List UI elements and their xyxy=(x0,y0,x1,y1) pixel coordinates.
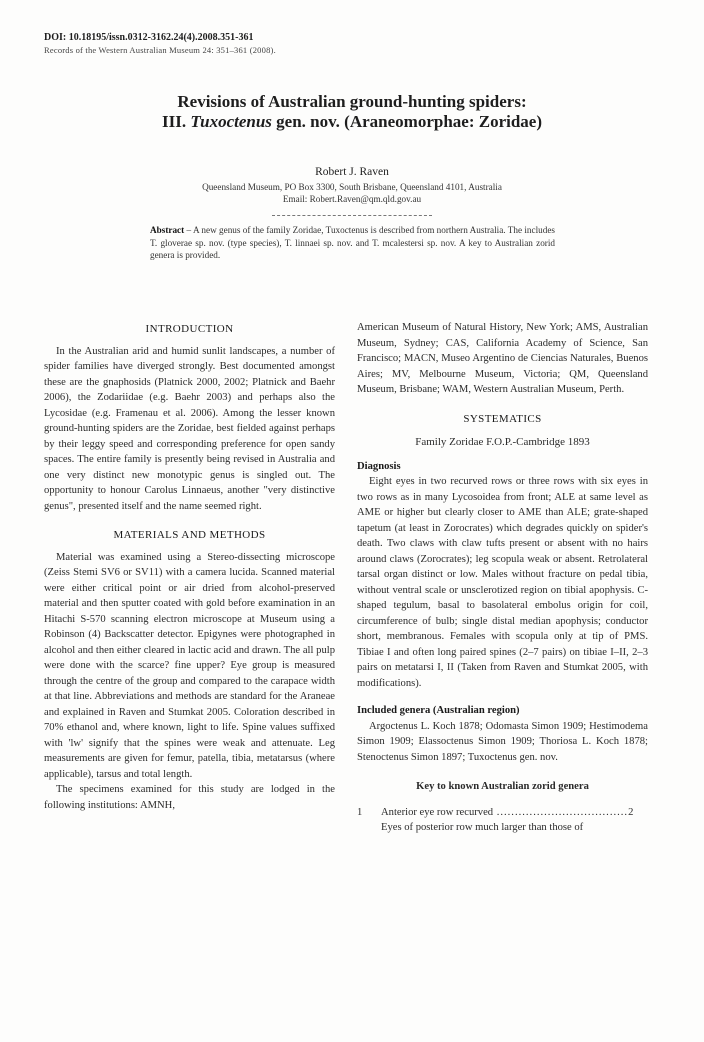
paper-title xyxy=(100,92,604,132)
key-leader-dots: .................................... xyxy=(493,806,629,818)
material-paragraph: The specimens examined for this study are lodged in the following institutions: AMNH, xyxy=(44,784,335,811)
diagnosis-heading: Diagnosis xyxy=(357,460,401,472)
title-prefix: III. xyxy=(162,112,191,131)
key-line-1: Anterior eye row recurved xyxy=(381,806,494,818)
institutions-paragraph: American Museum of Natural History, New York; AMS, Australian Museum, Sydney; CAS, California Academy of Science, San Francisco; MACN, Museo Argentino de Ciencias Naturales, Buenos Aires; MV, Melbourne Museum, Victoria; QM, Queensland Museum, Brisbane; WAM, Western Australian Museum, Perth. xyxy=(357,322,648,395)
title-suffix: gen. nov. (Araneomorphae: Zoridae) xyxy=(271,112,542,131)
abstract-text: – A new genus of the family Zoridae, Tuxoctenus is described from northern Australia. The includes T. gloverae sp. nov. (type species), T. linnaei sp. nov. and T. mcalestersi sp. nov. A key to Australian zorid genera is provided. xyxy=(150,225,555,260)
header-divider xyxy=(272,215,432,216)
author-name: Robert J. Raven xyxy=(315,166,389,178)
systematics-heading: SYSTEMATICS xyxy=(463,412,542,425)
journal-citation: Records of the Western Australian Museum 24: 351–361 (2008). xyxy=(44,45,276,55)
right-column xyxy=(357,320,648,836)
introduction-heading: INTRODUCTION xyxy=(145,323,234,335)
key-line-2: Eyes of posterior row much larger than those of xyxy=(381,822,584,833)
left-column xyxy=(44,320,335,813)
title-line-1: Revisions of Australian ground-hunting spiders: xyxy=(177,92,527,111)
key-couplet-text xyxy=(381,805,648,836)
title-line-2 xyxy=(100,112,604,132)
key-heading: Key to known Australian zorid genera xyxy=(416,781,589,792)
title-genus: Tuxoctenus xyxy=(190,112,272,131)
affiliation-line: Queensland Museum, PO Box 3300, South Brisbane, Queensland 4101, Australia xyxy=(202,182,502,192)
methods-paragraph: Material was examined using a Stereo-dissecting microscope (Zeiss Stemi SV6 or SV11) with a camera lucida. Scanned material were either critical point or air dried from alcohol-preserved material and then sputter coated with gold before examination in an Hitachi S-570 scanning electron microscope at Museum using a Robinson (4) Backscatter detector. Epigynes were photographed in alcohol and then either cleared in lactic acid and drawn. The all pulp were done with the scarce? fine upper? Eye group is measured through the centre of the group and compared to the carapace width at that line. Abbreviations and methods are standard for the Araneae and explained in Raven and Stumkat 2005. Coloration described in 70% ethanol and, where known, light to life. Spine values suffixed with 'lw' signify that the spines were weak and attenuate. Leg measurements are given for femur, patella, tibia, metatarsus (where applicable), tarsus and total length. xyxy=(44,551,335,780)
introduction-paragraph: In the Australian arid and humid sunlit landscapes, a number of spider families have diverged strongly. Best documented amongst these are the gnaphosids (Platnick 2000, 2002; Platnick and Baehr 2006), the Zodariidae (e.g. Baehr 2003) and perhaps also the Lycosidae (e.g. Framenau et al. 2006). Among the lesser known ground-hunting spiders are the Zoridae, best fielded against perhaps by their leggy speed and corresponding preference for open sandy spaces. The entire family is presently being revised in Australia and one very distinct new monotypic genus is singled out. The opportunity to honour Carolus Linnaeus, another "very distinctive genus", presented itself and the name seemed right. xyxy=(44,345,335,512)
abstract xyxy=(150,224,555,262)
author-email: Email: Robert.Raven@qm.qld.gov.au xyxy=(282,194,422,204)
methods-heading: MATERIALS AND METHODS xyxy=(113,529,266,541)
key-couplet-1 xyxy=(357,805,648,836)
family-heading: Family Zoridae F.O.P.-Cambridge 1893 xyxy=(415,436,590,448)
doi-line: DOI: 10.18195/issn.0312-3162.24(4).2008.351-361 xyxy=(44,32,254,43)
author-affiliation xyxy=(100,181,604,205)
included-genera-heading: Included genera (Australian region) xyxy=(357,705,520,716)
abstract-label: Abstract xyxy=(150,225,185,235)
key-number: 1 xyxy=(357,806,363,818)
key-target: 2 xyxy=(628,806,634,818)
included-genera-paragraph: Argoctenus L. Koch 1878; Odomasta Simon 1909; Hestimodema Simon 1909; Elassoctenus Simon 1909; Thoriosa L. Koch 1878; Stenoctenus Simon 1897; Tuxoctenus gen. nov. xyxy=(357,720,648,763)
diagnosis-paragraph: Eight eyes in two recurved rows or three rows with six eyes in two rows as in many Lycosoidea from front; ALE at same level as AME or higher but clearly closer to AME than ALE; grate-shaped tapetum (at least in Zorocrates) which degrades quickly on spider's death. Two claws with claw tufts present or absent with no hairs around claws (Zorocrates); leg scopula weak or absent. Retrolateral tarsal organ distinct or low. Males without fracture on pedal tibia, without ventral scale or unsclerotized region on tibial apophysis. C-shaped tegulum, basal to basolateral embolus origin for coil, circumference of bulb; single distal median apophysis; conductor short, membranous. Females with scopula only at tip of PMS. Tibiae I and often long paired spines (2–7 pairs) on tibiae I–II, 2–3 pairs on metatarsi I, II (Taken from Raven and Stumkat 2005, with modifications). xyxy=(357,476,648,689)
